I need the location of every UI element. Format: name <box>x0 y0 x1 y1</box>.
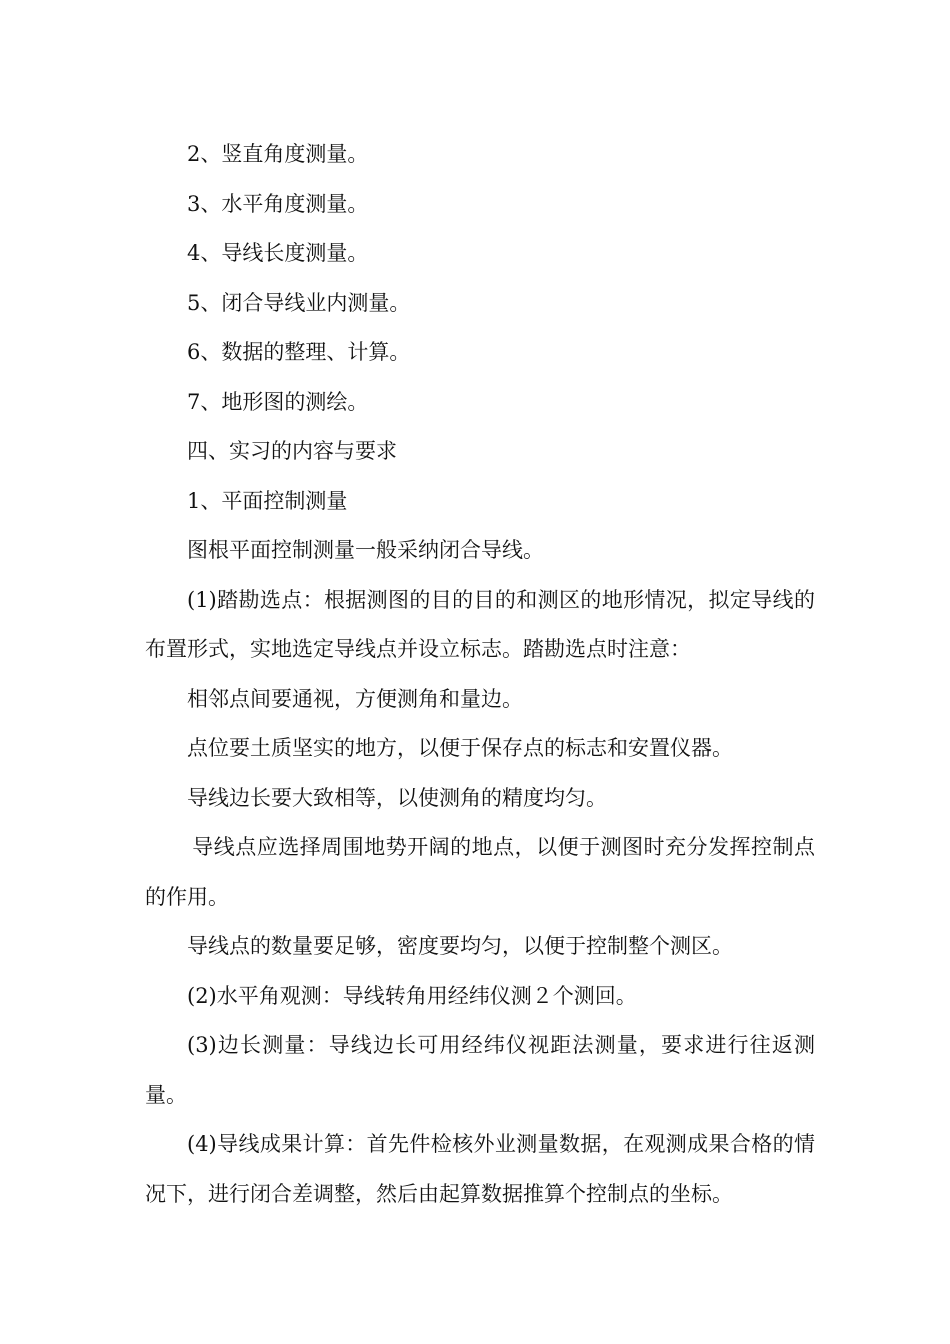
paragraph-site-selection: (1)踏勘选点：根据测图的目的目的和测区的地形情况，拟定导线的布置形式，实地选定导线点并设立标志。踏勘选点时注意： <box>145 587 815 661</box>
paragraph-topographic-map: 7、地形图的测绘。 <box>187 389 369 414</box>
paragraph-point-density: 导线点的数量要足够，密度要均匀，以便于控制整个测区。 <box>187 934 733 958</box>
subheading-plane-control: 1、平面控制测量 <box>187 488 348 513</box>
paragraph-equal-sides: 导线边长要大致相等，以使测角的精度均匀。 <box>187 785 607 810</box>
paragraph-horizontal-angle: 3、水平角度测量。 <box>187 191 369 216</box>
paragraph-open-terrain: 导线点应选择周围地势开阔的地点，以便于测图时充分发挥控制点的作用。 <box>145 835 815 909</box>
paragraph-solid-ground: 点位要土质坚实的地方，以便于保存点的标志和安置仪器。 <box>187 736 733 760</box>
paragraph-closed-traverse-method: 图根平面控制测量一般采纳闭合导线。 <box>187 538 544 562</box>
paragraph-traverse-calculation: (4)导线成果计算：首先件检核外业测量数据，在观测成果合格的情况下，进行闭合差调整，然后由起算数据推算个控制点的坐标。 <box>145 1132 815 1206</box>
paragraph-vertical-angle: 2、竖直角度测量。 <box>187 142 369 166</box>
paragraph-traverse-length: 4、导线长度测量。 <box>187 241 369 265</box>
paragraph-data-processing: 6、数据的整理、计算。 <box>187 340 411 364</box>
section-heading-contents: 四、实习的内容与要求 <box>187 439 397 463</box>
paragraph-closed-traverse: 5、闭合导线业内测量。 <box>187 290 411 315</box>
paragraph-intervisibility: 相邻点间要通视，方便测角和量边。 <box>187 686 523 711</box>
paragraph-side-length-measurement: (3)边长测量：导线边长可用经纬仪视距法测量，要求进行往返测量。 <box>145 1033 815 1107</box>
document-body <box>145 130 815 1219</box>
paragraph-horizontal-observation: (2)水平角观测：导线转角用经纬仪测２个测回。 <box>187 983 637 1008</box>
